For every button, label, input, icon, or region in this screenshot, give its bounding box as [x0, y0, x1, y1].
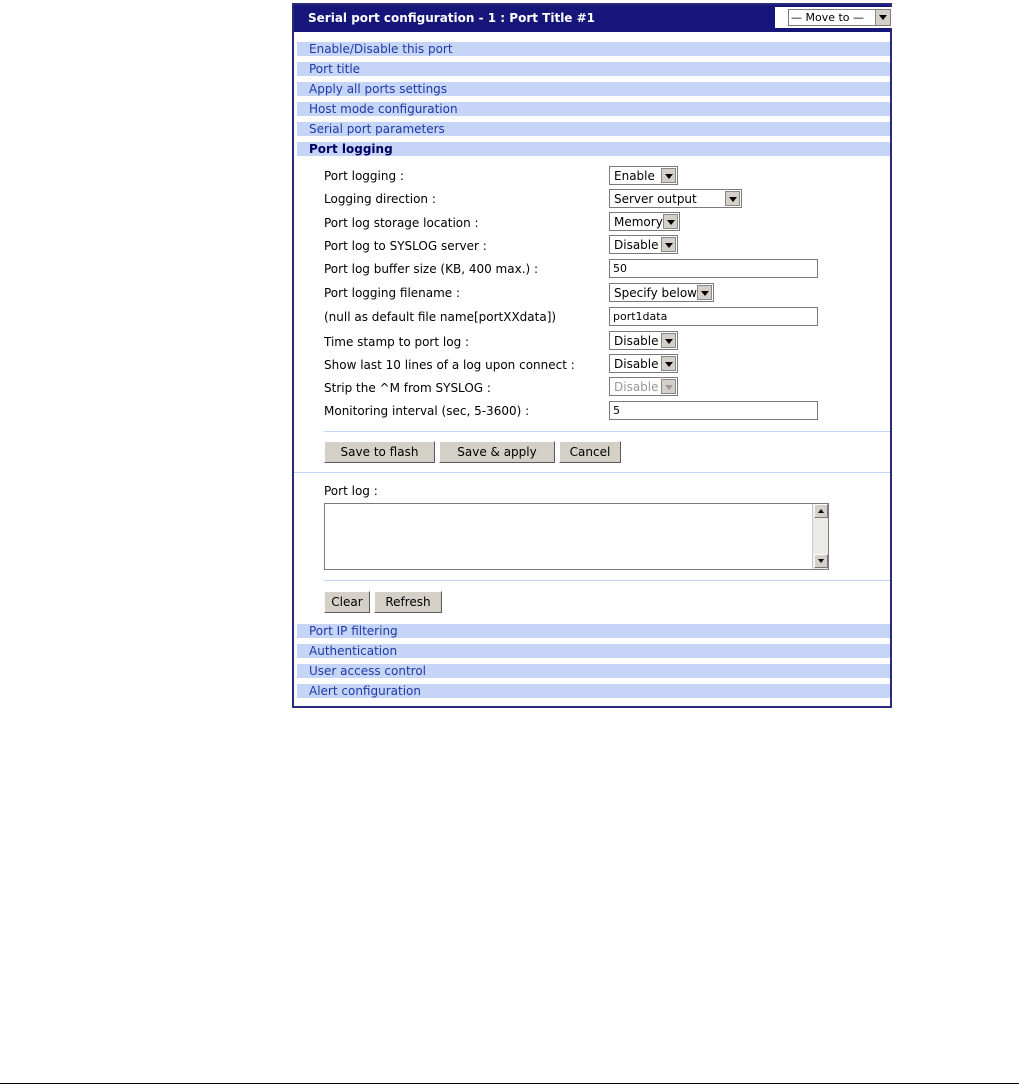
section-port-logging[interactable]: Port logging	[297, 142, 890, 156]
storage-location-label: Port log storage location :	[324, 216, 479, 230]
section-apply-all-ports[interactable]: Apply all ports settings	[297, 82, 890, 96]
chevron-down-icon	[661, 379, 676, 394]
chevron-down-icon	[725, 191, 740, 206]
divider	[294, 472, 890, 473]
port-logging-select[interactable]: Enable	[609, 166, 678, 185]
port-log-label: Port log :	[324, 484, 378, 498]
filename-label: (null as default file name[portXXdata])	[324, 310, 557, 324]
filename-mode-label: Port logging filename :	[324, 286, 461, 300]
divider	[324, 580, 890, 581]
scroll-up-icon[interactable]	[814, 504, 828, 518]
section-port-title[interactable]: Port title	[297, 62, 890, 76]
section-user-access-control[interactable]: User access control	[297, 664, 890, 678]
port-log-textarea[interactable]	[324, 503, 829, 570]
port-logging-label: Port logging :	[324, 169, 404, 183]
time-stamp-label: Time stamp to port log :	[324, 335, 470, 349]
buffer-size-input[interactable]: 50	[609, 259, 818, 278]
chevron-down-icon	[661, 333, 676, 348]
filename-mode-select[interactable]: Specify below	[609, 283, 714, 302]
section-port-ip-filtering[interactable]: Port IP filtering	[297, 624, 890, 638]
section-serial-port-parameters[interactable]: Serial port parameters	[297, 122, 890, 136]
title-bar	[294, 5, 890, 32]
footer-rule	[0, 1083, 1019, 1084]
scroll-down-icon[interactable]	[814, 554, 828, 568]
move-to-select[interactable]	[775, 7, 892, 28]
chevron-down-icon[interactable]	[875, 10, 890, 25]
clear-button[interactable]: Clear	[324, 591, 370, 613]
strip-m-label: Strip the ^M from SYSLOG :	[324, 381, 491, 395]
move-to-dropdown[interactable]	[788, 9, 891, 26]
section-authentication[interactable]: Authentication	[297, 644, 890, 658]
chevron-down-icon	[661, 168, 676, 183]
logging-direction-label: Logging direction :	[324, 192, 436, 206]
section-host-mode[interactable]: Host mode configuration	[297, 102, 890, 116]
strip-m-select: Disable	[609, 377, 678, 396]
divider	[324, 431, 890, 432]
refresh-button[interactable]: Refresh	[374, 591, 442, 613]
save-apply-button[interactable]: Save & apply	[439, 441, 555, 463]
syslog-server-label: Port log to SYSLOG server :	[324, 239, 487, 253]
syslog-server-select[interactable]: Disable	[609, 235, 678, 254]
storage-location-select[interactable]: Memory	[609, 212, 680, 231]
section-alert-configuration[interactable]: Alert configuration	[297, 684, 890, 698]
chevron-down-icon	[661, 356, 676, 371]
chevron-down-icon	[661, 237, 676, 252]
show-last-lines-select[interactable]: Disable	[609, 354, 678, 373]
logging-direction-select[interactable]: Server output	[609, 189, 742, 208]
buffer-size-label: Port log buffer size (KB, 400 max.) :	[324, 262, 539, 276]
port-log-scrollbar[interactable]	[812, 504, 828, 569]
time-stamp-select[interactable]: Disable	[609, 331, 678, 350]
page-title: Serial port configuration - 1 : Port Title #1	[308, 11, 596, 25]
cancel-button[interactable]: Cancel	[559, 441, 621, 463]
monitoring-interval-input[interactable]: 5	[609, 401, 818, 420]
serial-port-config-panel	[292, 3, 892, 708]
chevron-down-icon	[663, 214, 678, 229]
save-to-flash-button[interactable]: Save to flash	[324, 441, 435, 463]
move-to-value: — Move to —	[791, 11, 865, 24]
show-last-lines-label: Show last 10 lines of a log upon connect :	[324, 358, 575, 372]
chevron-down-icon	[697, 285, 712, 300]
section-enable-disable[interactable]: Enable/Disable this port	[297, 42, 890, 56]
monitoring-interval-label: Monitoring interval (sec, 5-3600) :	[324, 404, 530, 418]
filename-input[interactable]: port1data	[609, 307, 818, 326]
